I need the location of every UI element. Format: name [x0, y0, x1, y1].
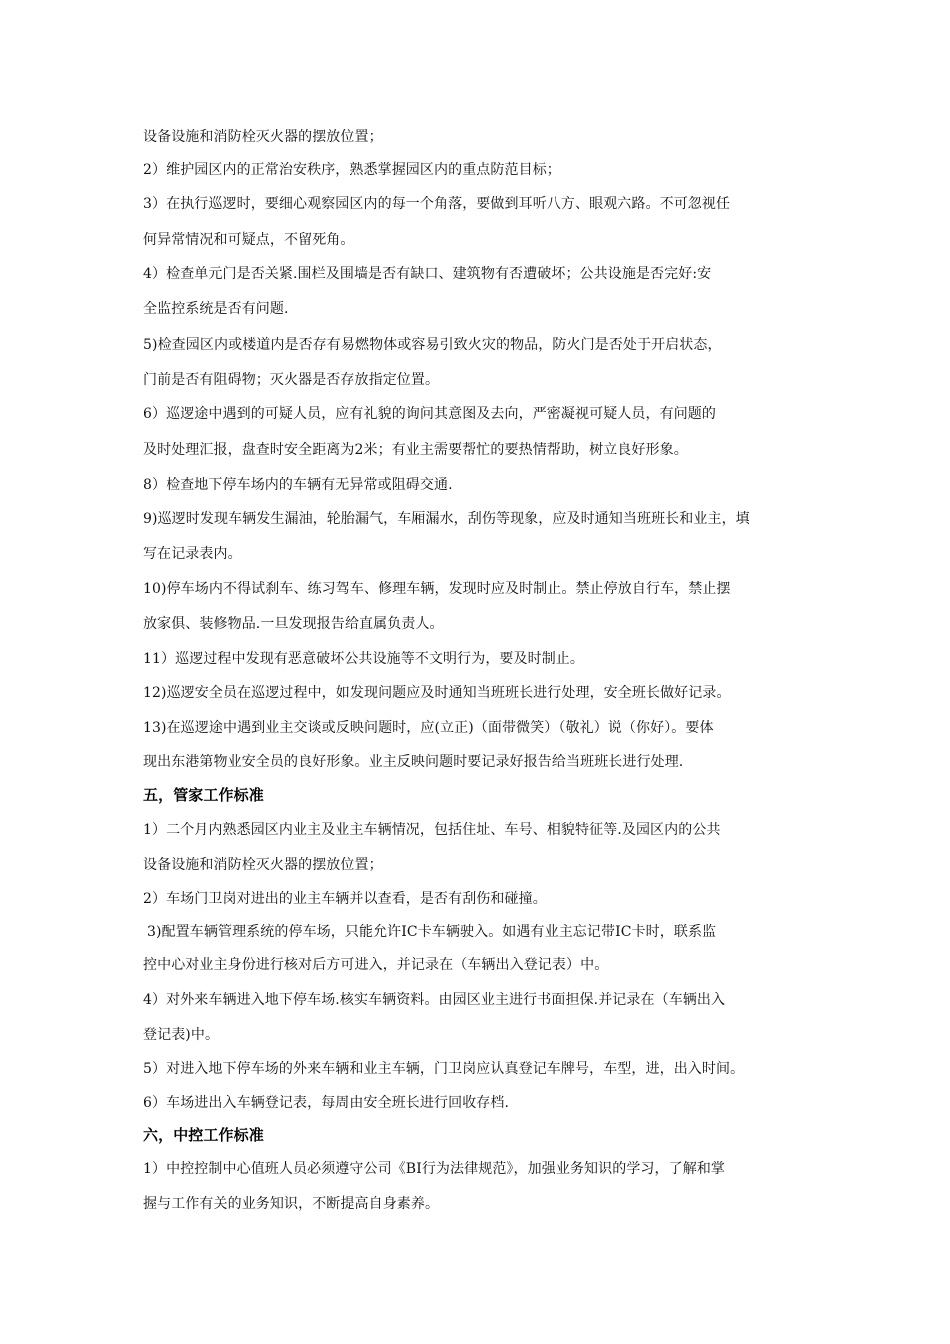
- text-line: 3)配置车辆管理系统的停车场，只能允许IC卡车辆驶入。如遇有业主忘记带IC卡时，联系监: [147, 924, 717, 940]
- text-line: 设备设施和消防栓灭火器的摆放位置；: [143, 857, 383, 873]
- text-line: 放家俱、装修物品.一旦发现报告给直属负责人。: [143, 616, 444, 632]
- text-line: 2）车场门卫岗对进出的业主车辆并以查看，是否有刮伤和碰撞。: [143, 891, 547, 907]
- text-line: 写在记录表内。: [143, 546, 242, 562]
- text-line: 3）在执行巡逻时，要细心观察园区内的每一个角落，要做到耳听八方、眼观六路。不可忽视任: [143, 196, 731, 212]
- text-line: 5)检查园区内或楼道内是否存有易燃物体或容易引致火灾的物品，防火门是否处于开启状态，: [143, 337, 722, 353]
- text-line: 4）检查单元门是否关紧.围栏及围墙是否有缺口、建筑物有否遭破坏；公共设施是否完好:安: [143, 266, 712, 282]
- text-line: 8）检查地下停车场内的车辆有无异常或阻碍交通.: [143, 477, 453, 493]
- text-line: 及时处理汇报，盘查时安全距离为2米；有业主需要帮忙的要热情帮助，树立良好形象。: [143, 442, 688, 458]
- section-heading: 五，管家工作标准: [143, 786, 264, 804]
- text-line: 登记表)中。: [143, 1027, 220, 1043]
- text-line: 全监控系统是否有问题.: [143, 301, 289, 317]
- text-line: 13)在巡逻途中遇到业主交谈或反映问题时，应(立正)（面带微笑）（敬礼）说（你好）。要体: [143, 720, 714, 736]
- text-line: 设备设施和消防栓灭火器的摆放位置；: [143, 129, 383, 145]
- text-line: 6）巡逻途中遇到的可疑人员，应有礼貌的询问其意图及去向，严密凝视可疑人员，有问题的: [143, 406, 717, 422]
- text-line: 现出东港第物业安全员的良好形象。业主反映问题时要记录好报告给当班班长进行处理.: [143, 754, 684, 770]
- text-line: 11）巡逻过程中发现有恶意破坏公共设施等不文明行为，要及时制止。: [143, 651, 585, 667]
- text-line: 何异常情况和可疑点，不留死角。: [143, 232, 355, 248]
- text-line: 2）维护园区内的正常治安秩序，熟悉掌握园区内的重点防范目标；: [143, 162, 561, 178]
- section-heading: 六，中控工作标准: [143, 1126, 264, 1144]
- text-line: 1）中控控制中心值班人员必须遵守公司《BI行为法律规范》，加强业务知识的学习，了解和掌: [143, 1161, 726, 1177]
- text-line: 4）对外来车辆进入地下停车场.核实车辆资料。由园区业主进行书面担保.并记录在（车辆出入: [143, 992, 726, 1008]
- text-line: 5）对进入地下停车场的外来车辆和业主车辆，门卫岗应认真登记车牌号，车型，进，出入时间。: [143, 1061, 745, 1077]
- text-line: 9)巡逻时发现车辆发生漏油，轮胎漏气，车厢漏水，刮伤等现象，应及时通知当班班长和业主，填: [143, 511, 750, 527]
- text-line: 控中心对业主身份进行核对后方可进入，并记录在（车辆出入登记表）中。: [143, 957, 609, 973]
- text-line: 12)巡逻安全员在巡逻过程中，如发现问题应及时通知当班班长进行处理，安全班长做好记录。: [143, 685, 731, 701]
- text-line: 1）二个月内熟悉园区内业主及业主车辆情况，包括住址、车号、相貌特征等.及园区内的公共: [143, 822, 721, 838]
- text-line: 10)停车场内不得试刹车、练习驾车、修理车辆，发现时应及时制止。禁止停放自行车，禁止摆: [143, 581, 731, 597]
- text-line: 门前是否有阻碍物；灭火器是否存放指定位置。: [143, 372, 440, 388]
- text-line: 6）车场进出入车辆登记表，每周由安全班长进行回收存档.: [143, 1095, 510, 1111]
- text-line: 握与工作有关的业务知识，不断提高自身素养。: [143, 1196, 440, 1212]
